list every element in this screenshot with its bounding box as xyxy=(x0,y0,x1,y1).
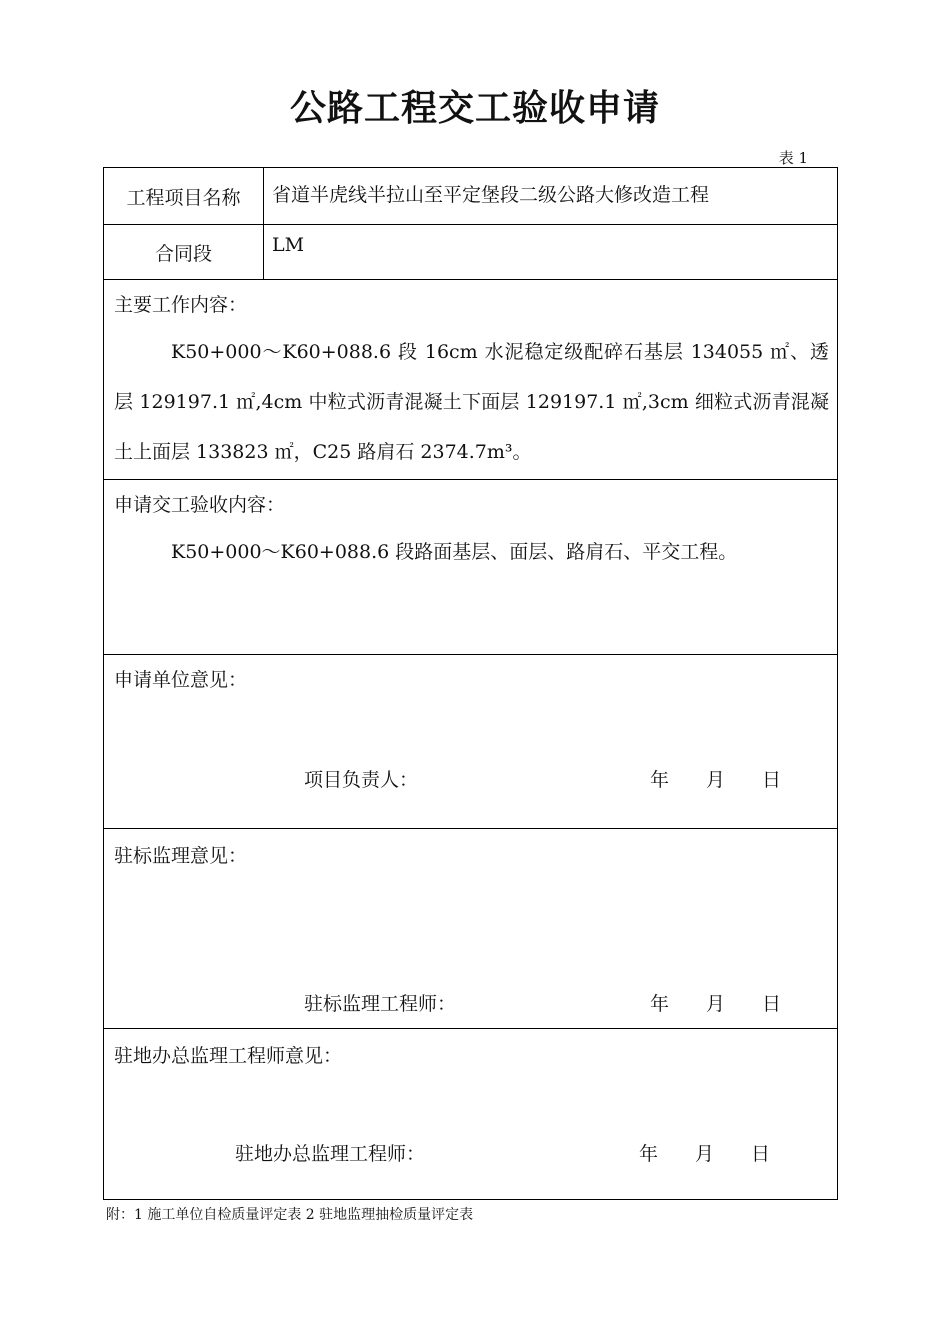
resident-supervisor-day-label: 日 xyxy=(762,993,782,1015)
applicant-month-label: 月 xyxy=(706,769,726,791)
footnote: 附：1 施工单位自检质量评定表 2 驻地监理抽检质量评定表 xyxy=(106,1207,474,1223)
contract-value: LM xyxy=(272,234,305,256)
project-name-value: 省道半虎线半拉山至平定堡段二级公路大修改造工程 xyxy=(272,184,710,206)
applicant-signer-label: 项目负责人： xyxy=(304,769,419,791)
chief-supervisor-day-label: 日 xyxy=(751,1143,771,1165)
applicant-year-label: 年 xyxy=(650,769,670,791)
chief-supervisor-year-label: 年 xyxy=(639,1143,659,1165)
request-content-heading: 申请交工验收内容： xyxy=(114,494,286,516)
applicant-opinion-heading: 申请单位意见： xyxy=(114,669,248,691)
resident-supervisor-row xyxy=(104,829,837,1029)
page-title: 公路工程交工验收申请 xyxy=(289,87,660,129)
resident-supervisor-heading: 驻标监理意见： xyxy=(114,845,248,867)
project-name-row xyxy=(104,168,837,225)
request-content-row xyxy=(104,480,837,655)
chief-supervisor-signer-label: 驻地办总监理工程师： xyxy=(235,1143,426,1165)
main-work-heading: 主要工作内容： xyxy=(114,294,248,316)
chief-supervisor-heading: 驻地办总监理工程师意见： xyxy=(114,1045,343,1067)
chief-supervisor-row xyxy=(104,1029,837,1199)
resident-supervisor-signer-label: 驻标监理工程师： xyxy=(304,993,457,1015)
chief-supervisor-month-label: 月 xyxy=(695,1143,715,1165)
acceptance-form-table xyxy=(103,167,838,1200)
resident-supervisor-year-label: 年 xyxy=(650,993,670,1015)
applicant-day-label: 日 xyxy=(762,769,782,791)
main-work-text: K50+000～K60+088.6 段 16cm 水泥稳定级配碎石基层 134055 ㎡、透层 129197.1 ㎡,4cm 中粒式沥青混凝土下面层 129197.1 ㎡,3cm 细粒式沥青混凝土上面层 133823 ㎡，C25 路肩石 2374.7m³。 xyxy=(114,341,829,463)
project-name-label: 工程项目名称 xyxy=(104,168,264,224)
main-work-row xyxy=(104,280,837,480)
request-content-text: K50+000～K60+088.6 段路面基层、面层、路肩石、平交工程。 xyxy=(171,541,738,563)
resident-supervisor-month-label: 月 xyxy=(706,993,726,1015)
table-number: 表 1 xyxy=(778,149,808,167)
applicant-opinion-row xyxy=(104,655,837,829)
contract-label: 合同段 xyxy=(104,225,264,279)
contract-row xyxy=(104,225,837,280)
